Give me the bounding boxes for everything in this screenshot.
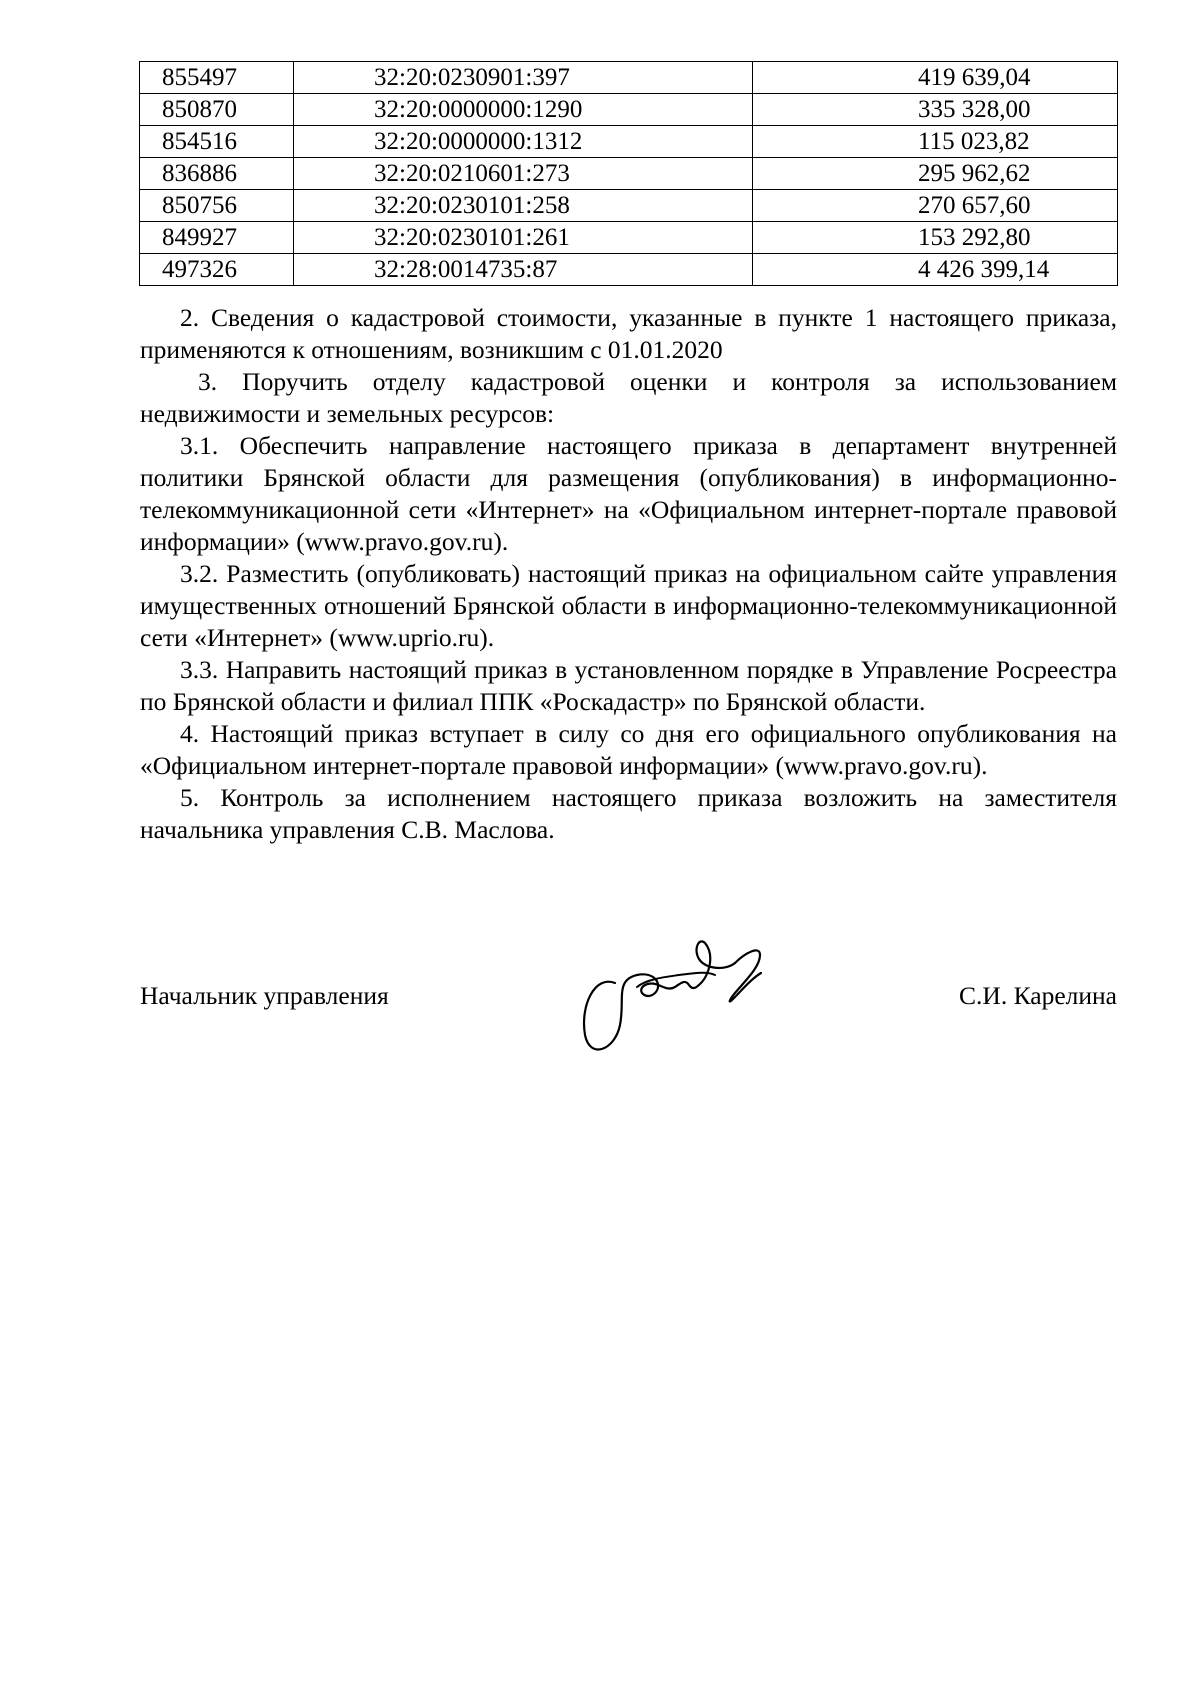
object-id-cell: 497326 — [140, 254, 294, 286]
object-id-cell: 855497 — [140, 62, 294, 94]
table-row — [140, 126, 1118, 158]
object-id-cell: 850870 — [140, 94, 294, 126]
object-id-cell: 836886 — [140, 158, 294, 190]
table-row — [140, 222, 1118, 254]
handwritten-signature — [575, 935, 805, 1065]
cadastral-value-cell: 153 292,80 — [753, 222, 1118, 254]
paragraph-3: 3. Поручить отделу кадастровой оценки и контроля за использованием недвижимости и земельных ресурсов: — [140, 367, 1117, 428]
cadastral-number-cell: 32:20:0230101:261 — [294, 222, 753, 254]
cadastral-number-cell: 32:20:0000000:1290 — [294, 94, 753, 126]
table-row — [140, 190, 1118, 222]
cadastral-number-cell: 32:20:0210601:273 — [294, 158, 753, 190]
paragraph-2: 2. Сведения о кадастровой стоимости, указанные в пункте 1 настоящего приказа, применяются к отношениям, возникшим с 01.01.2020 — [140, 303, 1117, 364]
signatory-name: С.И. Карелина — [959, 981, 1117, 1010]
order-text — [140, 302, 1117, 846]
cadastral-number-cell: 32:28:0014735:87 — [294, 254, 753, 286]
cadastral-value-cell: 270 657,60 — [753, 190, 1118, 222]
table-row — [140, 158, 1118, 190]
cadastral-value-cell: 4 426 399,14 — [753, 254, 1118, 286]
object-id-cell: 854516 — [140, 126, 294, 158]
cadastral-number-cell: 32:20:0230901:397 — [294, 62, 753, 94]
cadastral-value-cell: 295 962,62 — [753, 158, 1118, 190]
cadastral-value-cell: 335 328,00 — [753, 94, 1118, 126]
cadastral-value-table — [139, 61, 1118, 286]
paragraph-5: 5. Контроль за исполнением настоящего приказа возложить на заместителя начальника управления С.В. Маслова. — [140, 783, 1117, 844]
paragraph-3-2: 3.2. Разместить (опубликовать) настоящий приказ на официальном сайте управления имущественных отношений Брянской области в информационно-телекоммуникационной сети «Интернет» (www.uprio.ru). — [140, 559, 1117, 652]
table-row — [140, 94, 1118, 126]
paragraph-4: 4. Настоящий приказ вступает в силу со дня его официального опубликования на «Официальном интернет-портале правовой информации» (www.pravo.gov.ru). — [140, 719, 1117, 780]
paragraph-3-1: 3.1. Обеспечить направление настоящего приказа в департамент внутренней политики Брянской области для размещения (опубликования) в информационно-телекоммуникационной сети «Интернет» на «Официальном интернет-портале правовой информации» (www.pravo.gov.ru). — [140, 431, 1117, 556]
signatory-role: Начальник управления — [140, 981, 389, 1010]
table-row — [140, 62, 1118, 94]
paragraph-3-3: 3.3. Направить настоящий приказ в установленном порядке в Управление Росреестра по Брянской области и филиал ППК «Роскадастр» по Брянской области. — [140, 655, 1117, 716]
cadastral-value-cell: 419 639,04 — [753, 62, 1118, 94]
cadastral-number-cell: 32:20:0000000:1312 — [294, 126, 753, 158]
cadastral-value-cell: 115 023,82 — [753, 126, 1118, 158]
object-id-cell: 850756 — [140, 190, 294, 222]
object-id-cell: 849927 — [140, 222, 294, 254]
cadastral-number-cell: 32:20:0230101:258 — [294, 190, 753, 222]
table-row — [140, 254, 1118, 286]
